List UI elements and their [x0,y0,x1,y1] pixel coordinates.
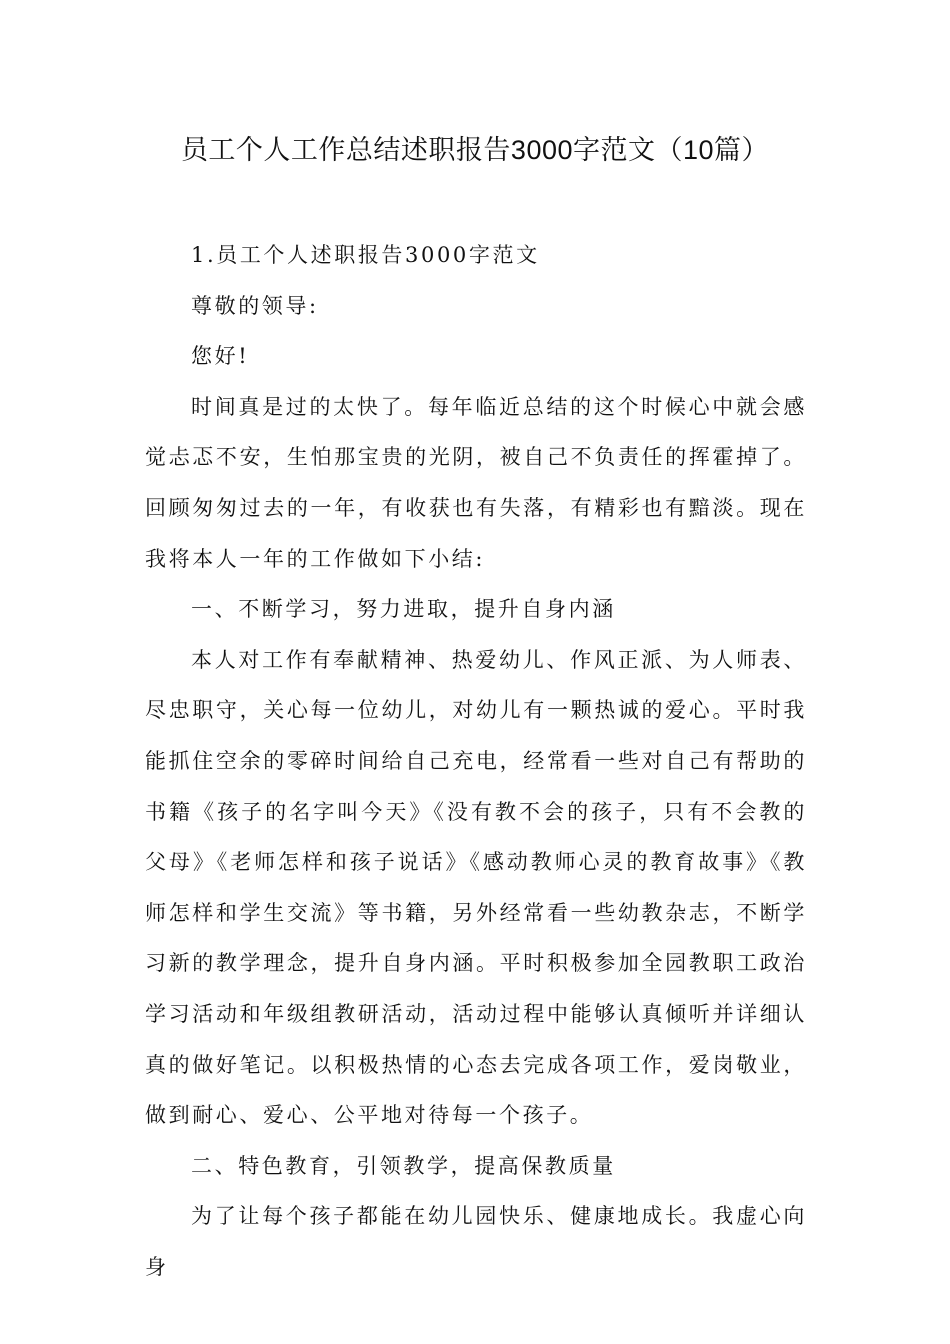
document-title: 员工个人工作总结述职报告3000字范文（10篇） [180,135,770,165]
body-paragraph: 为了让每个孩子都能在幼儿园快乐、健康地成长。我虚心向身 [145,1204,807,1279]
section-heading: 1.员工个人述职报告3000字范文 [191,243,540,267]
body-paragraph: 时间真是过的太快了。每年临近总结的这个时候心中就会感觉忐忑不安，生怕那宝贵的光阴，被自己不负责任的挥霍掉了。回顾匆匆过去的一年，有收获也有失落，有精彩也有黯淡。现在我将本人一年的工作做如下小结: [145,394,807,571]
subheading: 一、不断学习，努力进取，提升自身内涵 [191,597,616,622]
greeting: 您好! [191,344,250,369]
document-body [145,230,807,1292]
subheading: 二、特色教育，引领教学，提高保教质量 [191,1153,616,1178]
body-paragraph: 本人对工作有奉献精神、热爱幼儿、作风正派、为人师表、尽忠职守，关心每一位幼儿，对幼儿有一颗热诚的爱心。平时我能抓住空余的零碎时间给自己充电，经常看一些对自己有帮助的书籍《孩子的名字叫今天》《没有教不会的孩子，只有不会教的父母》《老师怎样和孩子说话》《感动教师心灵的教育故事》《教师怎样和学生交流》等书籍，另外经常看一些幼教杂志，不断学习新的教学理念，提升自身内涵。平时积极参加全园教职工政治学习活动和年级组教研活动，活动过程中能够认真倾听并详细认真的做好笔记。以积极热情的心态去完成各项工作，爱岗敬业，做到耐心、爱心、公平地对待每一个孩子。 [145,647,807,1128]
salutation: 尊敬的领导: [191,293,319,318]
